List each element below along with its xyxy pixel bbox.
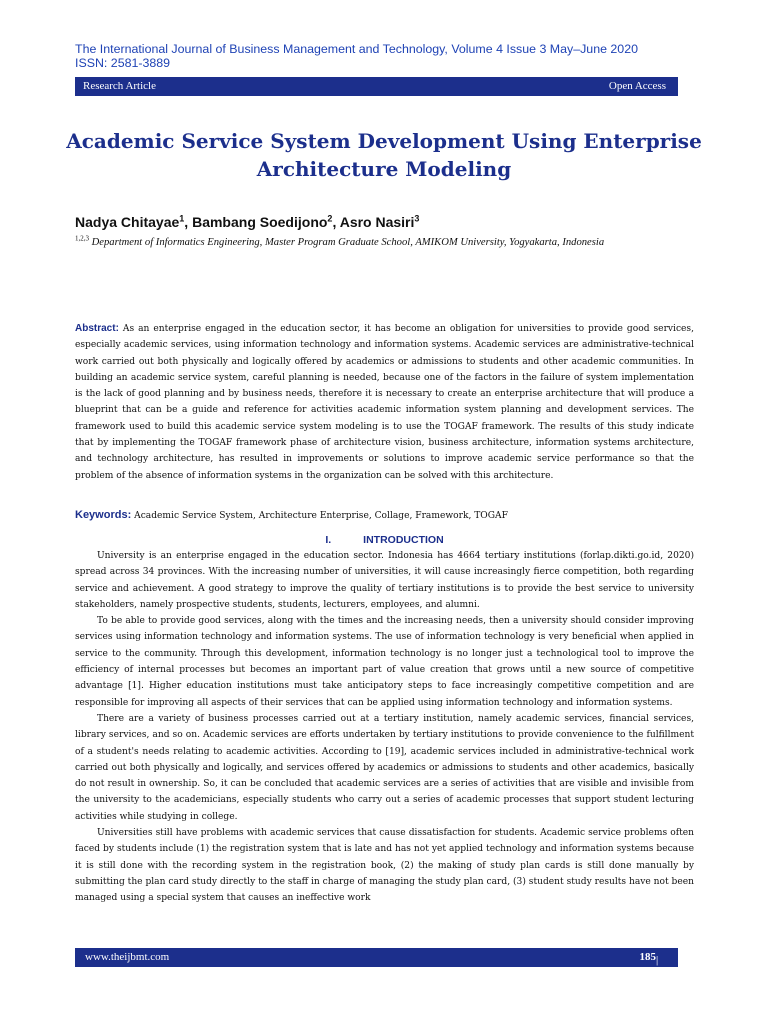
paragraph: To be able to provide good services, along with the times and the increasing needs, then a university should consider improving services using information technology and information systems. The use of information technology is very beneficial when applied in service to the community. Through this development, information technology is no longer just a technological tool to improve the efficiency of internal processes but becomes an important part of value creation that grows until a new source of competitive advantage [1]. Higher education institutions must take anticipatory steps to face increasingly competitive competition and are responsible for improving all aspects of their services that can be applied using information technology and information systems. — [75, 616, 694, 708]
author-list — [75, 214, 695, 231]
keywords — [75, 507, 694, 524]
keywords-label: Keywords: — [75, 509, 132, 521]
affiliation-text: Department of Informatics Engineering, Master Program Graduate School, AMIKOM University, Yogyakarta, Indonesia — [89, 237, 605, 248]
access-label: Open Access — [608, 80, 666, 92]
author-separator: , — [184, 214, 193, 230]
affiliation-sup: 1,2,3 — [75, 234, 89, 243]
footer-url[interactable]: www.theijbmt.com — [85, 951, 170, 963]
abstract-text: As an enterprise engaged in the education sector, it has become an obligation for universities to provide good services, especially academic services, using information technology and information systems. Academic services are administrative-technical work carried out both physically and logically offered by academics or admissions to students and other academic communities. In building an academic service system, careful planning is needed, because one of the factors in the failure of system implementation is the lack of good planning and by business needs, therefore it is necessary to create an enterprise architecture that will produce a blueprint that can be a guide and reference for activities academic information system planning and development services. The framework used to build this academic service system modeling is to use the TOGAF framework. The results of this study indicate that by implementing the TOGAF framework phase of architecture vision, business architecture, information systems architecture, and technology architecture, has resulted in improvements or solutions to improve academic service performance so that the problem of the absence of information systems in the organization can be solved with this architecture. — [75, 324, 694, 481]
author-sup: 3 — [414, 213, 420, 224]
paper-title: Academic Service System Development Using Enterprise Architecture Modeling — [66, 129, 702, 181]
author-sup: 2 — [327, 213, 333, 224]
author-sup: 1 — [179, 213, 185, 224]
author-name: Nadya Chitayae — [75, 214, 180, 230]
footer-bar — [75, 948, 678, 978]
author-separator: , — [332, 214, 340, 230]
affiliation — [75, 235, 695, 250]
journal-issn: ISSN: 2581-3889 — [75, 56, 171, 70]
author-name: Asro Nasiri — [339, 214, 415, 230]
paragraph: There are a variety of business processes carried out at a tertiary institution, namely academic services, financial services, library services, and so on. Academic services are efforts undertaken by tertiary institutions to provide convenience to the fulfillment of a student's needs relating to academic activities. According to [19], academic services included in administrative-technical work carried out both physically and logically, and services offered by academics or admissions to students and other academics, basically do not result in ownership. So, it can be concluded that academic services are a series of activities that are visible and invisible from the university to the academicians, especially students who carry out a series of academic processes that support student lecturing activities while studying in college. — [75, 713, 694, 822]
page-label: | Page — [656, 954, 678, 978]
section-title: INTRODUCTION — [363, 534, 444, 546]
footer-page — [639, 951, 678, 978]
paragraph: University is an enterprise engaged in the education sector. Indonesia has 4664 tertiary institutions (forlap.dikti.go.id, 2020) spread across 34 provinces. With the increasing number of universities, it will cause increasingly fierce competition, both regarding service and achievement. A good strategy to improve the quality of tertiary institutions is to provide the best service to university stakeholders, namely prospective students, students, lecturers, employees, and alumni. — [75, 551, 694, 610]
article-type-bar — [75, 77, 678, 96]
author-name: Bambang Soedijono — [192, 214, 328, 230]
article-type: Research Article — [83, 80, 156, 92]
section-heading — [75, 534, 694, 546]
journal-header — [75, 42, 695, 70]
abstract — [75, 321, 694, 484]
body-text — [75, 548, 694, 907]
abstract-label: Abstract: — [75, 323, 119, 334]
page-number: 185 — [639, 951, 656, 963]
paragraph: Universities still have problems with academic services that cause dissatisfaction for students. Academic service problems often faced by students include (1) the registration system that is late and has not yet applied technology and information systems because it is still done with the recording system in the registration book, (2) the making of study plan cards is still done manually by submitting the plan card study directly to the staff in charge of managing the study plan card, (3) student study results have not been managed using a special system that causes an ineffective work — [75, 828, 694, 904]
section-number: I. — [325, 534, 332, 546]
journal-citation: The International Journal of Business Management and Technology, Volume 4 Issue 3 May–June 2020 — [75, 42, 638, 56]
keywords-text: Academic Service System, Architecture Enterprise, Collage, Framework, TOGAF — [131, 511, 508, 521]
